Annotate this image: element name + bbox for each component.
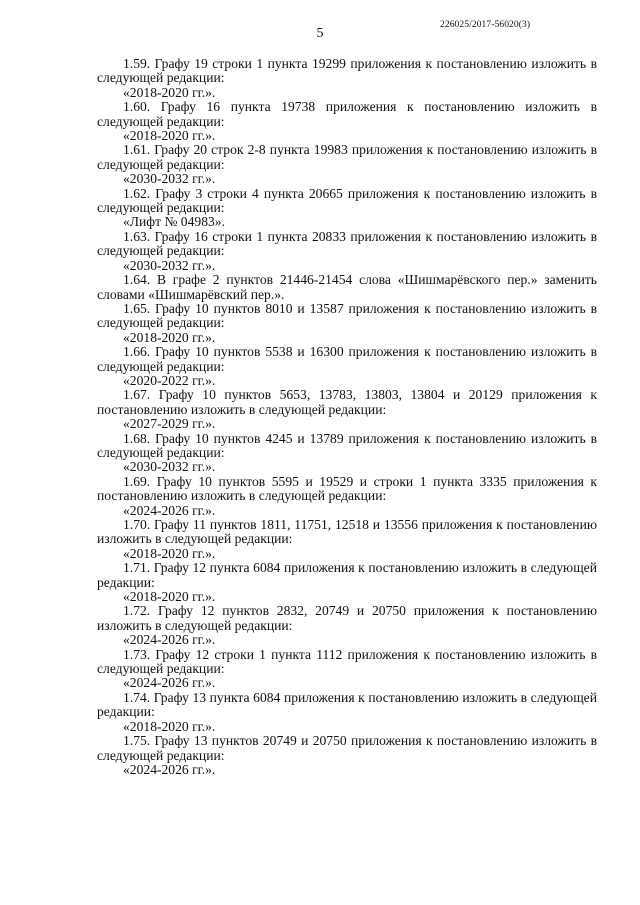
- list-item: [97, 187, 597, 230]
- list-item: [97, 100, 597, 143]
- item-text: 1.69. Графу 10 пунктов 5595 и 19529 и строки 1 пункта 3335 приложения к постановлению изложить в следующей редакции:: [97, 473, 597, 504]
- item-quote: «2030-2032 гг.».: [123, 459, 216, 475]
- list-item: [97, 648, 597, 691]
- item-text: 1.75. Графу 13 пунктов 20749 и 20750 приложения к постановлению изложить в следующей редакции:: [97, 733, 597, 763]
- list-item: [97, 57, 597, 100]
- item-quote: «2018-2020 гг.».: [123, 329, 216, 345]
- item-text: 1.64. В графе 2 пунктов 21446-21454 слова «Шишмарёвского пер.» заменить словами «Шишмарёвский пер.».: [97, 272, 597, 302]
- list-item: [97, 143, 597, 186]
- list-item: [97, 604, 597, 647]
- item-text: 1.71. Графу 12 пункта 6084 приложения к постановлению изложить в следующей редакции:: [97, 560, 597, 590]
- item-text: 1.62. Графу 3 строки 4 пункта 20665 приложения к постановлению изложить в следующей редакции:: [97, 185, 597, 216]
- item-text: 1.61. Графу 20 строк 2-8 пункта 19983 приложения к постановлению изложить в следующей редакции:: [97, 142, 597, 172]
- item-quote: «2024-2026 гг.».: [123, 675, 216, 691]
- item-text: 1.63. Графу 16 строки 1 пункта 20833 приложения к постановлению изложить в следующей редакции:: [97, 228, 597, 259]
- item-quote: «2030-2032 гг.».: [123, 171, 216, 187]
- item-quote: «Лифт № 04983».: [123, 214, 225, 230]
- item-quote: «2018-2020 гг.».: [123, 718, 216, 734]
- item-text: 1.73. Графу 12 строки 1 пункта 1112 приложения к постановлению изложить в следующей редакции:: [97, 646, 597, 677]
- list-item: [97, 273, 597, 302]
- list-item: [97, 388, 597, 431]
- item-quote: «2024-2026 гг.».: [123, 632, 216, 648]
- item-text: 1.67. Графу 10 пунктов 5653, 13783, 13803, 13804 и 20129 приложения к постановлению изложить в следующей редакции:: [97, 387, 597, 417]
- item-text: 1.72. Графу 12 пунктов 2832, 20749 и 20750 приложения к постановлению изложить в следующей редакции:: [97, 603, 597, 633]
- item-text: 1.60. Графу 16 пункта 19738 приложения к постановлению изложить в следующей редакции:: [97, 99, 597, 129]
- item-quote: «2018-2020 гг.».: [123, 128, 216, 144]
- list-item: [97, 734, 597, 777]
- item-text: 1.66. Графу 10 пунктов 5538 и 16300 приложения к постановлению изложить в следующей редакции:: [97, 344, 597, 374]
- list-item: [97, 691, 597, 734]
- item-quote: «2018-2020 гг.».: [123, 545, 216, 561]
- item-text: 1.68. Графу 10 пунктов 4245 и 13789 приложения к постановлению изложить в следующей редакции:: [97, 430, 597, 460]
- list-item: [97, 345, 597, 388]
- item-quote: «2024-2026 гг.».: [123, 502, 216, 518]
- list-item: [97, 518, 597, 561]
- list-item: [97, 230, 597, 273]
- item-quote: «2020-2022 гг.».: [123, 372, 216, 388]
- item-text: 1.59. Графу 19 строки 1 пункта 19299 приложения к постановлению изложить в следующей редакции:: [97, 56, 597, 86]
- page-number: 5: [316, 26, 324, 41]
- item-quote: «2030-2032 гг.».: [123, 257, 216, 273]
- item-quote: «2018-2020 гг.».: [123, 589, 216, 605]
- item-quote: «2018-2020 гг.».: [123, 84, 216, 100]
- item-quote: «2027-2029 гг.».: [123, 416, 216, 432]
- list-item: [97, 432, 597, 475]
- list-item: [97, 561, 597, 604]
- item-text: 1.70. Графу 11 пунктов 1811, 11751, 12518 и 13556 приложения к постановлению изложить в следующей редакции:: [97, 517, 597, 547]
- list-item: [97, 475, 597, 518]
- item-text: 1.65. Графу 10 пунктов 8010 и 13587 приложения к постановлению изложить в следующей редакции:: [97, 300, 597, 331]
- list-item: [97, 302, 597, 345]
- document-registration-number: 226025/2017-56020(3): [440, 20, 531, 30]
- document-body: [97, 57, 597, 777]
- item-quote: «2024-2026 гг.».: [123, 761, 216, 777]
- item-text: 1.74. Графу 13 пункта 6084 приложения к постановлению изложить в следующей редакции:: [97, 689, 597, 720]
